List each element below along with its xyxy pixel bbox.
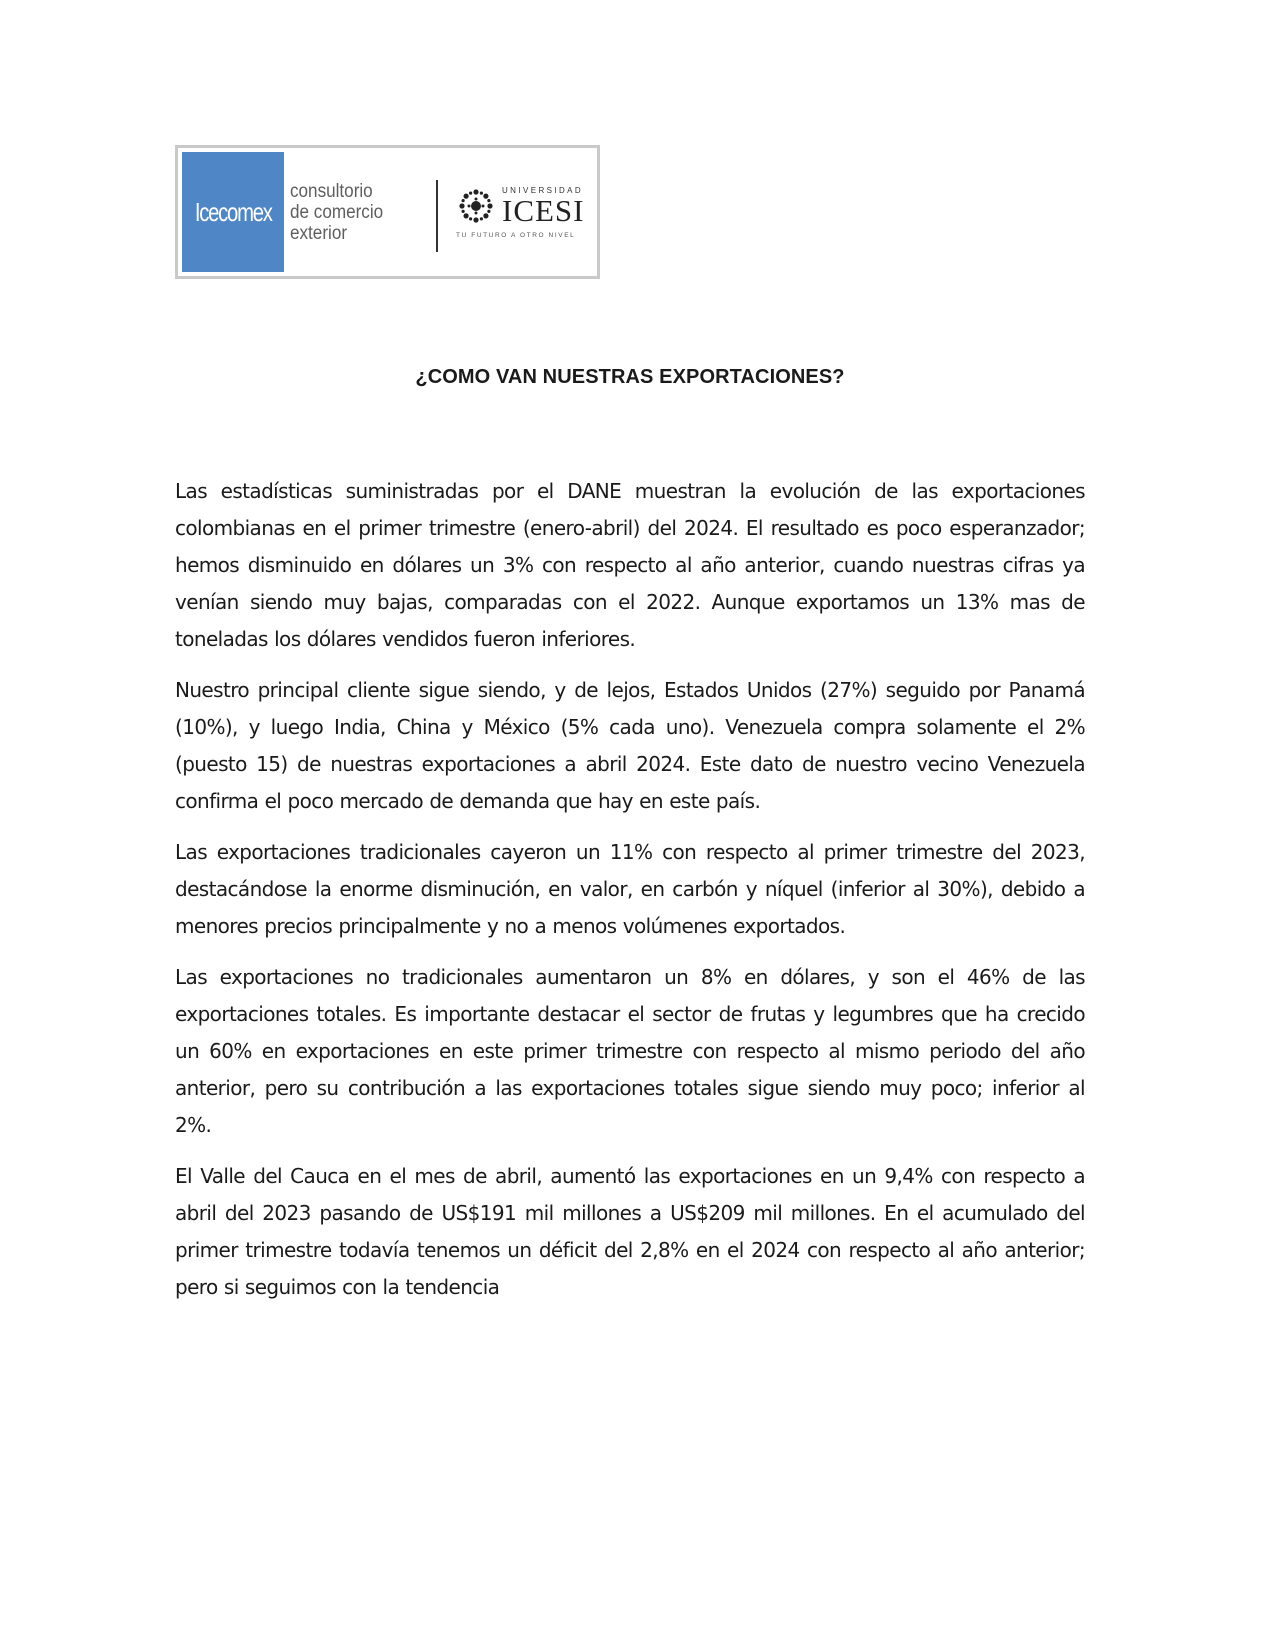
consultorio-line-3: exterior xyxy=(290,222,348,244)
paragraph: Las exportaciones no tradicionales aumentaron un 8% en dólares, y son el 46% de las exportaciones totales. Es importante destacar el sector de frutas y legumbres que ha crecido un 60% en exportaciones en este primer trimestre con respecto al mismo periodo del año anterior, pero su contribución a las exportaciones totales sigue siendo muy poco; inferior al 2%. xyxy=(175,965,1085,1137)
document-body xyxy=(175,473,1085,1320)
consultorio-text xyxy=(284,152,432,272)
paragraph: Las estadísticas suministradas por el DANE muestran la evolución de las exportaciones colombianas en el primer trimestre (enero-abril) del 2024. El resultado es poco esperanzador; hemos disminuido en dólares un 3% con respecto al año anterior, cuando nuestras cifras ya venían siendo muy bajas, comparadas con el 2022. Aunque exportamos un 13% mas de toneladas los dólares vendidos fueron inferiores. xyxy=(175,479,1085,651)
consultorio-line-2: de comercio xyxy=(290,201,384,223)
header-logo xyxy=(175,145,600,279)
icesi-logo xyxy=(446,152,593,272)
logo-divider xyxy=(436,180,438,252)
icesi-emblem-icon xyxy=(456,186,496,226)
paragraph: Las exportaciones tradicionales cayeron un 11% con respecto al primer trimestre del 2023, destacándose la enorme disminución, en valor, en carbón y níquel (inferior al 30%), debido a menores precios principalmente y no a menos volúmenes exportados. xyxy=(175,840,1085,938)
icecomex-logo-block xyxy=(182,152,284,272)
paragraph: Nuestro principal cliente sigue siendo, y de lejos, Estados Unidos (27%) seguido por Panamá (10%), y luego India, China y México (5% cada uno). Venezuela compra solamente el 2% (puesto 15) de nuestras exportaciones a abril 2024. Este dato de nuestro vecino Venezuela confirma el poco mercado de demanda que hay en este país. xyxy=(175,678,1085,813)
icecomex-wordmark: Icecomex xyxy=(194,196,272,227)
consultorio-line-1: consultorio xyxy=(290,180,373,202)
icesi-university-label: UNIVERSIDAD xyxy=(502,185,584,195)
icesi-tagline: TU FUTURO A OTRO NIVEL xyxy=(456,231,576,239)
icesi-name: ICESI xyxy=(502,192,585,228)
document-title: ¿COMO VAN NUESTRAS EXPORTACIONES? xyxy=(415,366,845,388)
paragraph: El Valle del Cauca en el mes de abril, aumentó las exportaciones en un 9,4% con respecto a abril del 2023 pasando de US$191 mil millones a US$209 mil millones. En el acumulado del primer trimestre todavía tenemos un déficit del 2,8% en el 2024 con respecto al año anterior; pero si seguimos con la tendencia xyxy=(175,1164,1085,1299)
